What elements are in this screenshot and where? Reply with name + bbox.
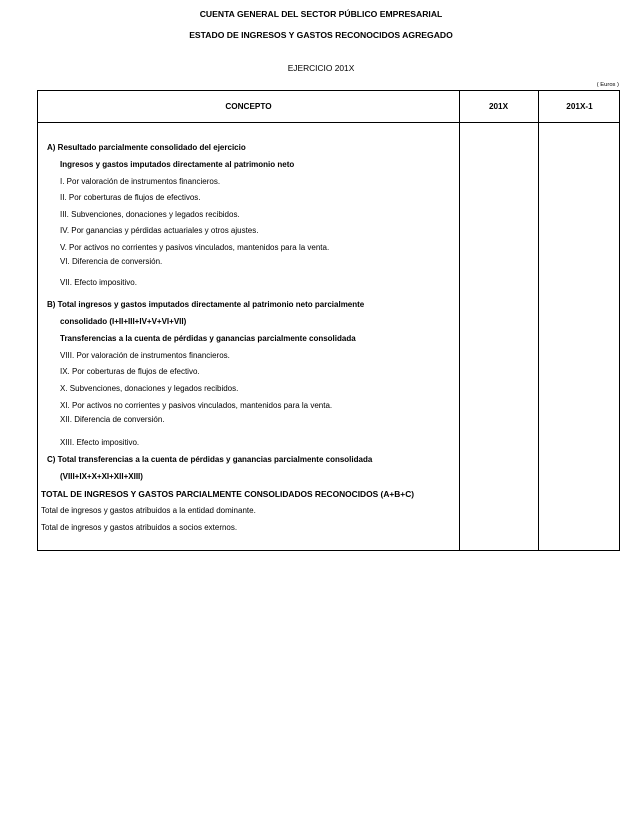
row-socios-externos: Total de ingresos y gastos atribuidos a socios externos. [41, 523, 238, 532]
row-i: I. Por valoración de instrumentos financieros. [60, 177, 221, 186]
row-xii: XII. Diferencia de conversión. [60, 415, 165, 424]
row-ingresos-gastos-heading: Ingresos y gastos imputados directamente al patrimonio neto [60, 160, 295, 169]
row-transferencias-heading: Transferencias a la cuenta de pérdidas y ganancias parcialmente consolidada [60, 334, 356, 343]
row-b-total-formula: consolidado (I+II+III+IV+V+VI+VII) [60, 317, 187, 326]
row-v: V. Por activos no corrientes y pasivos vinculados, mantenidos para la venta. [60, 243, 330, 252]
column-header-current-year: 201X [488, 102, 509, 111]
row-vii: VII. Efecto impositivo. [60, 278, 137, 287]
report-title: CUENTA GENERAL DEL SECTOR PÚBLICO EMPRESARIAL [199, 9, 443, 19]
statement-table [37, 90, 620, 551]
row-grand-total: TOTAL DE INGRESOS Y GASTOS PARCIALMENTE CONSOLIDADOS RECONOCIDOS (A+B+C) [41, 489, 415, 499]
row-iii: III. Subvenciones, donaciones y legados recibidos. [60, 210, 240, 219]
currency-unit-label: ( Euros ) [596, 82, 619, 88]
row-ii: II. Por coberturas de flujos de efectivos. [60, 193, 201, 202]
row-vi: VI. Diferencia de conversión. [60, 257, 163, 266]
row-b-total: B) Total ingresos y gastos imputados directamente al patrimonio neto parcialmente [47, 300, 365, 309]
statement-title: ESTADO DE INGRESOS Y GASTOS RECONOCIDOS AGREGADO [189, 30, 453, 40]
row-c-total: C) Total transferencias a la cuenta de pérdidas y ganancias parcialmente consolidada [47, 455, 373, 464]
header-divider [38, 122, 619, 123]
row-ix: IX. Por coberturas de flujos de efectivo. [60, 367, 200, 376]
column-header-concepto: CONCEPTO [225, 102, 272, 111]
row-x: X. Subvenciones, donaciones y legados recibidos. [60, 384, 239, 393]
row-a-resultado: A) Resultado parcialmente consolidado del ejercicio [47, 143, 246, 152]
row-iv: IV. Por ganancias y pérdidas actuariales y otros ajustes. [60, 226, 259, 235]
row-c-total-formula: (VIII+IX+X+XI+XII+XIII) [60, 472, 143, 481]
row-viii: VIII. Por valoración de instrumentos financieros. [60, 351, 230, 360]
column-divider [459, 91, 460, 550]
row-xi: XI. Por activos no corrientes y pasivos vinculados, mantenidos para la venta. [60, 401, 333, 410]
exercise-label: EJERCICIO 201X [287, 63, 355, 73]
row-entidad-dominante: Total de ingresos y gastos atribuidos a la entidad dominante. [41, 506, 256, 515]
column-divider [538, 91, 539, 550]
row-xiii: XIII. Efecto impositivo. [60, 438, 140, 447]
column-header-previous-year: 201X-1 [566, 102, 593, 111]
